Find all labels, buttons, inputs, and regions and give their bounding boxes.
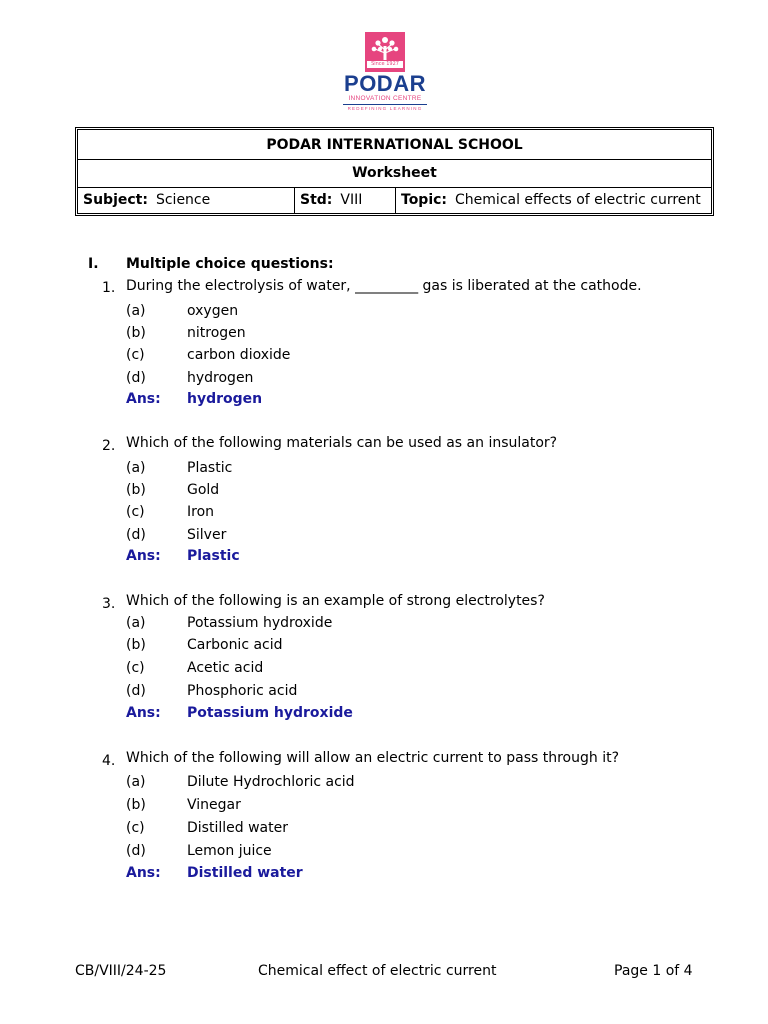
answer-label: Ans: — [126, 548, 161, 564]
question-number: 4. — [102, 753, 116, 769]
option-text: carbon dioxide — [187, 347, 291, 363]
option-label: (d) — [126, 843, 146, 859]
subject-label: Subject: — [83, 192, 148, 208]
footer-page-number: Page 1 of 4 — [614, 963, 693, 979]
answer-value: Distilled water — [187, 865, 303, 881]
logo-divider — [343, 104, 427, 105]
option-label: (a) — [126, 774, 146, 790]
std-value: VIII — [340, 192, 363, 208]
question-text: Which of the following is an example of strong electrolytes? — [126, 593, 545, 609]
logo-tagline: REDEFINING LEARNING — [347, 106, 423, 111]
footer-code: CB/VIII/24-25 — [75, 963, 167, 979]
subject-cell — [78, 187, 294, 213]
std-cell — [294, 187, 395, 213]
topic-label: Topic: — [401, 192, 448, 208]
question-number: 3. — [102, 596, 116, 612]
school-logo — [337, 32, 433, 112]
answer-value: Potassium hydroxide — [187, 705, 353, 721]
option-label: (b) — [126, 482, 146, 498]
option-label: (b) — [126, 637, 146, 653]
question-text: Which of the following will allow an electric current to pass through it? — [126, 750, 620, 766]
option-text: Lemon juice — [187, 843, 272, 859]
option-label: (d) — [126, 527, 146, 543]
question-text: Which of the following materials can be used as an insulator? — [126, 435, 558, 451]
option-text: Distilled water — [187, 820, 288, 836]
worksheet-header-table — [75, 127, 714, 216]
option-label: (c) — [126, 660, 145, 676]
option-label: (a) — [126, 303, 146, 319]
section-numeral: I. — [88, 256, 99, 272]
option-text: hydrogen — [187, 370, 254, 386]
option-text: Acetic acid — [187, 660, 264, 676]
option-label: (d) — [126, 683, 146, 699]
answer-label: Ans: — [126, 705, 161, 721]
option-text: Plastic — [187, 460, 233, 476]
option-label: (c) — [126, 504, 145, 520]
option-text: oxygen — [187, 303, 239, 319]
question-number: 1. — [102, 280, 116, 296]
option-label: (b) — [126, 797, 146, 813]
section-title: Multiple choice questions: — [126, 256, 334, 272]
answer-label: Ans: — [126, 391, 161, 407]
logo-brand-name: PODAR — [344, 71, 426, 96]
std-label: Std: — [300, 192, 333, 208]
topic-cell — [395, 187, 711, 213]
option-text: Dilute Hydrochloric acid — [187, 774, 355, 790]
option-text: Carbonic acid — [187, 637, 283, 653]
school-name: PODAR INTERNATIONAL SCHOOL — [266, 136, 523, 153]
logo-subtitle: INNOVATION CENTRE — [348, 95, 422, 102]
logo-since-text: Since 1927 — [367, 61, 403, 68]
option-label: (b) — [126, 325, 146, 341]
answer-value: Plastic — [187, 548, 240, 564]
option-text: nitrogen — [187, 325, 246, 341]
option-text: Gold — [187, 482, 220, 498]
option-text: Phosphoric acid — [187, 683, 298, 699]
header-row-school — [78, 130, 711, 160]
question-text: During the electrolysis of water, _________ gas is liberated at the cathode. — [126, 278, 642, 294]
option-label: (a) — [126, 460, 146, 476]
option-label: (a) — [126, 615, 146, 631]
option-text: Vinegar — [187, 797, 241, 813]
option-label: (c) — [126, 347, 145, 363]
footer-title: Chemical effect of electric current — [258, 963, 497, 979]
option-label: (d) — [126, 370, 146, 386]
document-type: Worksheet — [352, 165, 437, 181]
topic-value: Chemical effects of electric current — [455, 192, 701, 208]
header-row-details — [78, 187, 711, 213]
answer-value: hydrogen — [187, 391, 263, 407]
subject-value: Science — [155, 192, 211, 208]
option-text: Iron — [187, 504, 215, 520]
answer-label: Ans: — [126, 865, 161, 881]
option-label: (c) — [126, 820, 145, 836]
option-text: Silver — [187, 527, 227, 543]
option-text: Potassium hydroxide — [187, 615, 333, 631]
question-number: 2. — [102, 438, 116, 454]
header-row-doctype — [78, 159, 711, 188]
